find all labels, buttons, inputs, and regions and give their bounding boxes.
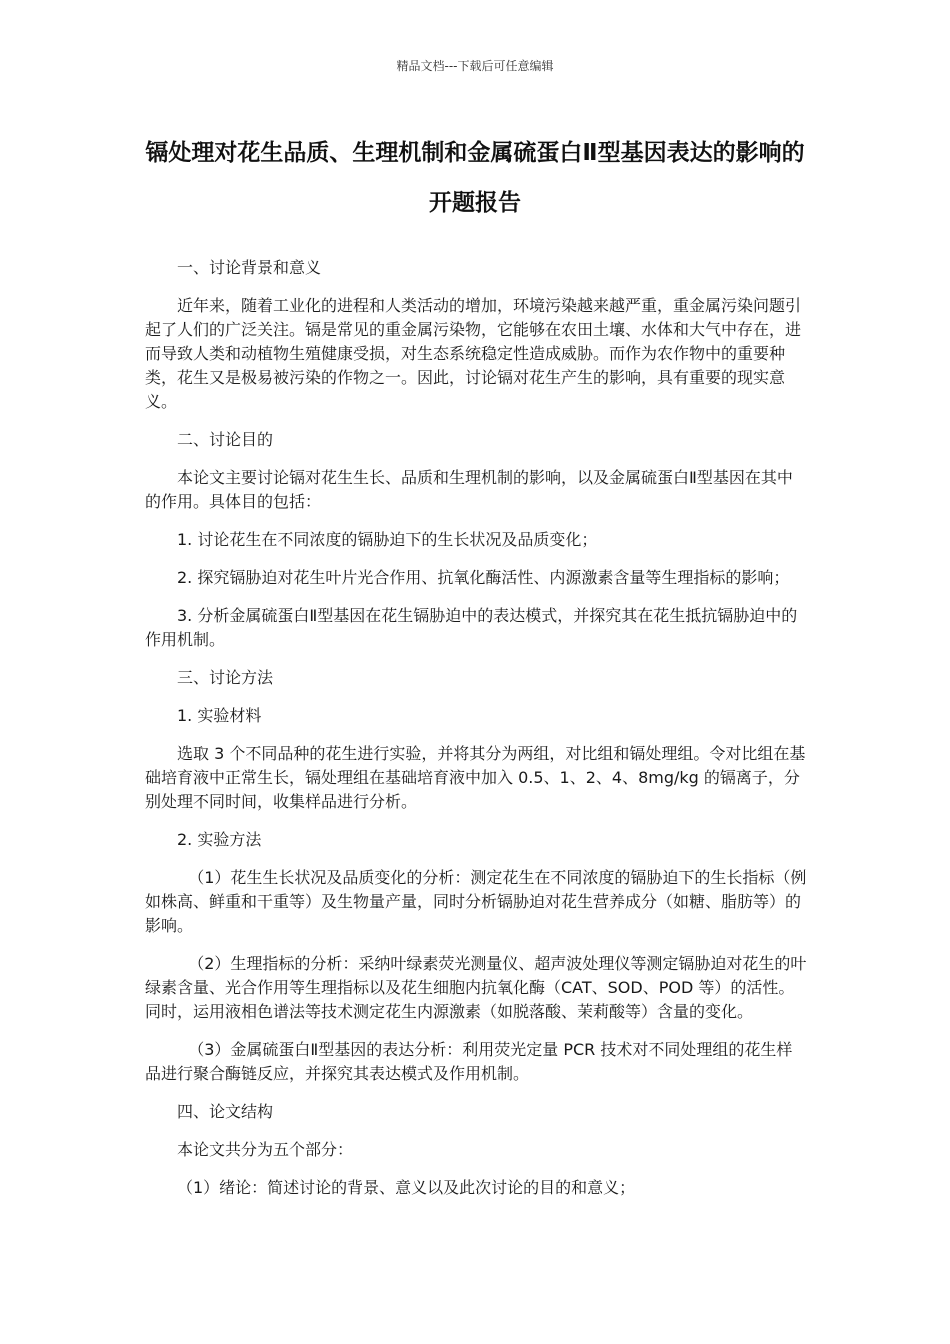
section-heading-structure: 四、论文结构 — [177, 1102, 274, 1121]
subheading-materials: 1. 实验材料 — [177, 706, 262, 725]
document-title: 镉处理对花生品质、生理机制和金属硫蛋白Ⅱ型基因表达的影响的开题报告 — [145, 140, 805, 216]
page-header: 精品文档---下载后可任意编辑 — [396, 59, 554, 73]
purpose-item-3: 3. 分析金属硫蛋白Ⅱ型基因在花生镉胁迫中的表达模式，并探究其在花生抵抗镉胁迫中的作用机制。 — [145, 606, 798, 649]
section-heading-purpose: 二、讨论目的 — [177, 430, 274, 449]
method-item-1: （1）花生生长状况及品质变化的分析：测定花生在不同浓度的镉胁迫下的生长指标（例如株高、鲜重和干重等）及生物量产量，同时分析镉胁迫对花生营养成分（如糖、脂肪等）的影响。 — [145, 868, 807, 935]
purpose-item-1: 1. 讨论花生在不同浓度的镉胁迫下的生长状况及品质变化； — [177, 530, 598, 549]
method-item-2: （2）生理指标的分析：采纳叶绿素荧光测量仪、超声波处理仪等测定镉胁迫对花生的叶绿素含量、光合作用等生理指标以及花生细胞内抗氧化酶（CAT、SOD、POD 等）的活性。同时，运用液相色谱法等技术测定花生内源激素（如脱落酸、茉莉酸等）含量的变化。 — [145, 954, 807, 1021]
document-body — [145, 256, 807, 1214]
paragraph-background: 近年来，随着工业化的进程和人类活动的增加，环境污染越来越严重，重金属污染问题引起了人们的广泛关注。镉是常见的重金属污染物，它能够在农田土壤、水体和大气中存在，进而导致人类和动植物生殖健康受损，对生态系统稳定性造成威胁。而作为农作物中的重要种类，花生又是极易被污染的作物之一。因此，讨论镉对花生产生的影响，具有重要的现实意义。 — [145, 296, 802, 411]
purpose-item-2: 2. 探究镉胁迫对花生叶片光合作用、抗氧化酶活性、内源激素含量等生理指标的影响； — [177, 568, 790, 587]
section-heading-methods: 三、讨论方法 — [177, 668, 274, 687]
paragraph-materials: 选取 3 个不同品种的花生进行实验，并将其分为两组，对比组和镉处理组。令对比组在基础培育液中正常生长，镉处理组在基础培育液中加入 0.5、1、2、4、8mg/kg 的镉离子，分别处理不同时间，收集样品进行分析。 — [145, 744, 806, 811]
structure-item-1: （1）绪论：简述讨论的背景、意义以及此次讨论的目的和意义； — [177, 1178, 636, 1197]
subheading-methods: 2. 实验方法 — [177, 830, 262, 849]
paragraph-purpose: 本论文主要讨论镉对花生生长、品质和生理机制的影响，以及金属硫蛋白Ⅱ型基因在其中的作用。具体目的包括： — [145, 468, 793, 511]
paragraph-structure: 本论文共分为五个部分： — [177, 1140, 354, 1159]
section-heading-background: 一、讨论背景和意义 — [177, 258, 322, 277]
method-item-3: （3）金属硫蛋白Ⅱ型基因的表达分析：利用荧光定量 PCR 技术对不同处理组的花生样品进行聚合酶链反应，并探究其表达模式及作用机制。 — [145, 1040, 793, 1083]
